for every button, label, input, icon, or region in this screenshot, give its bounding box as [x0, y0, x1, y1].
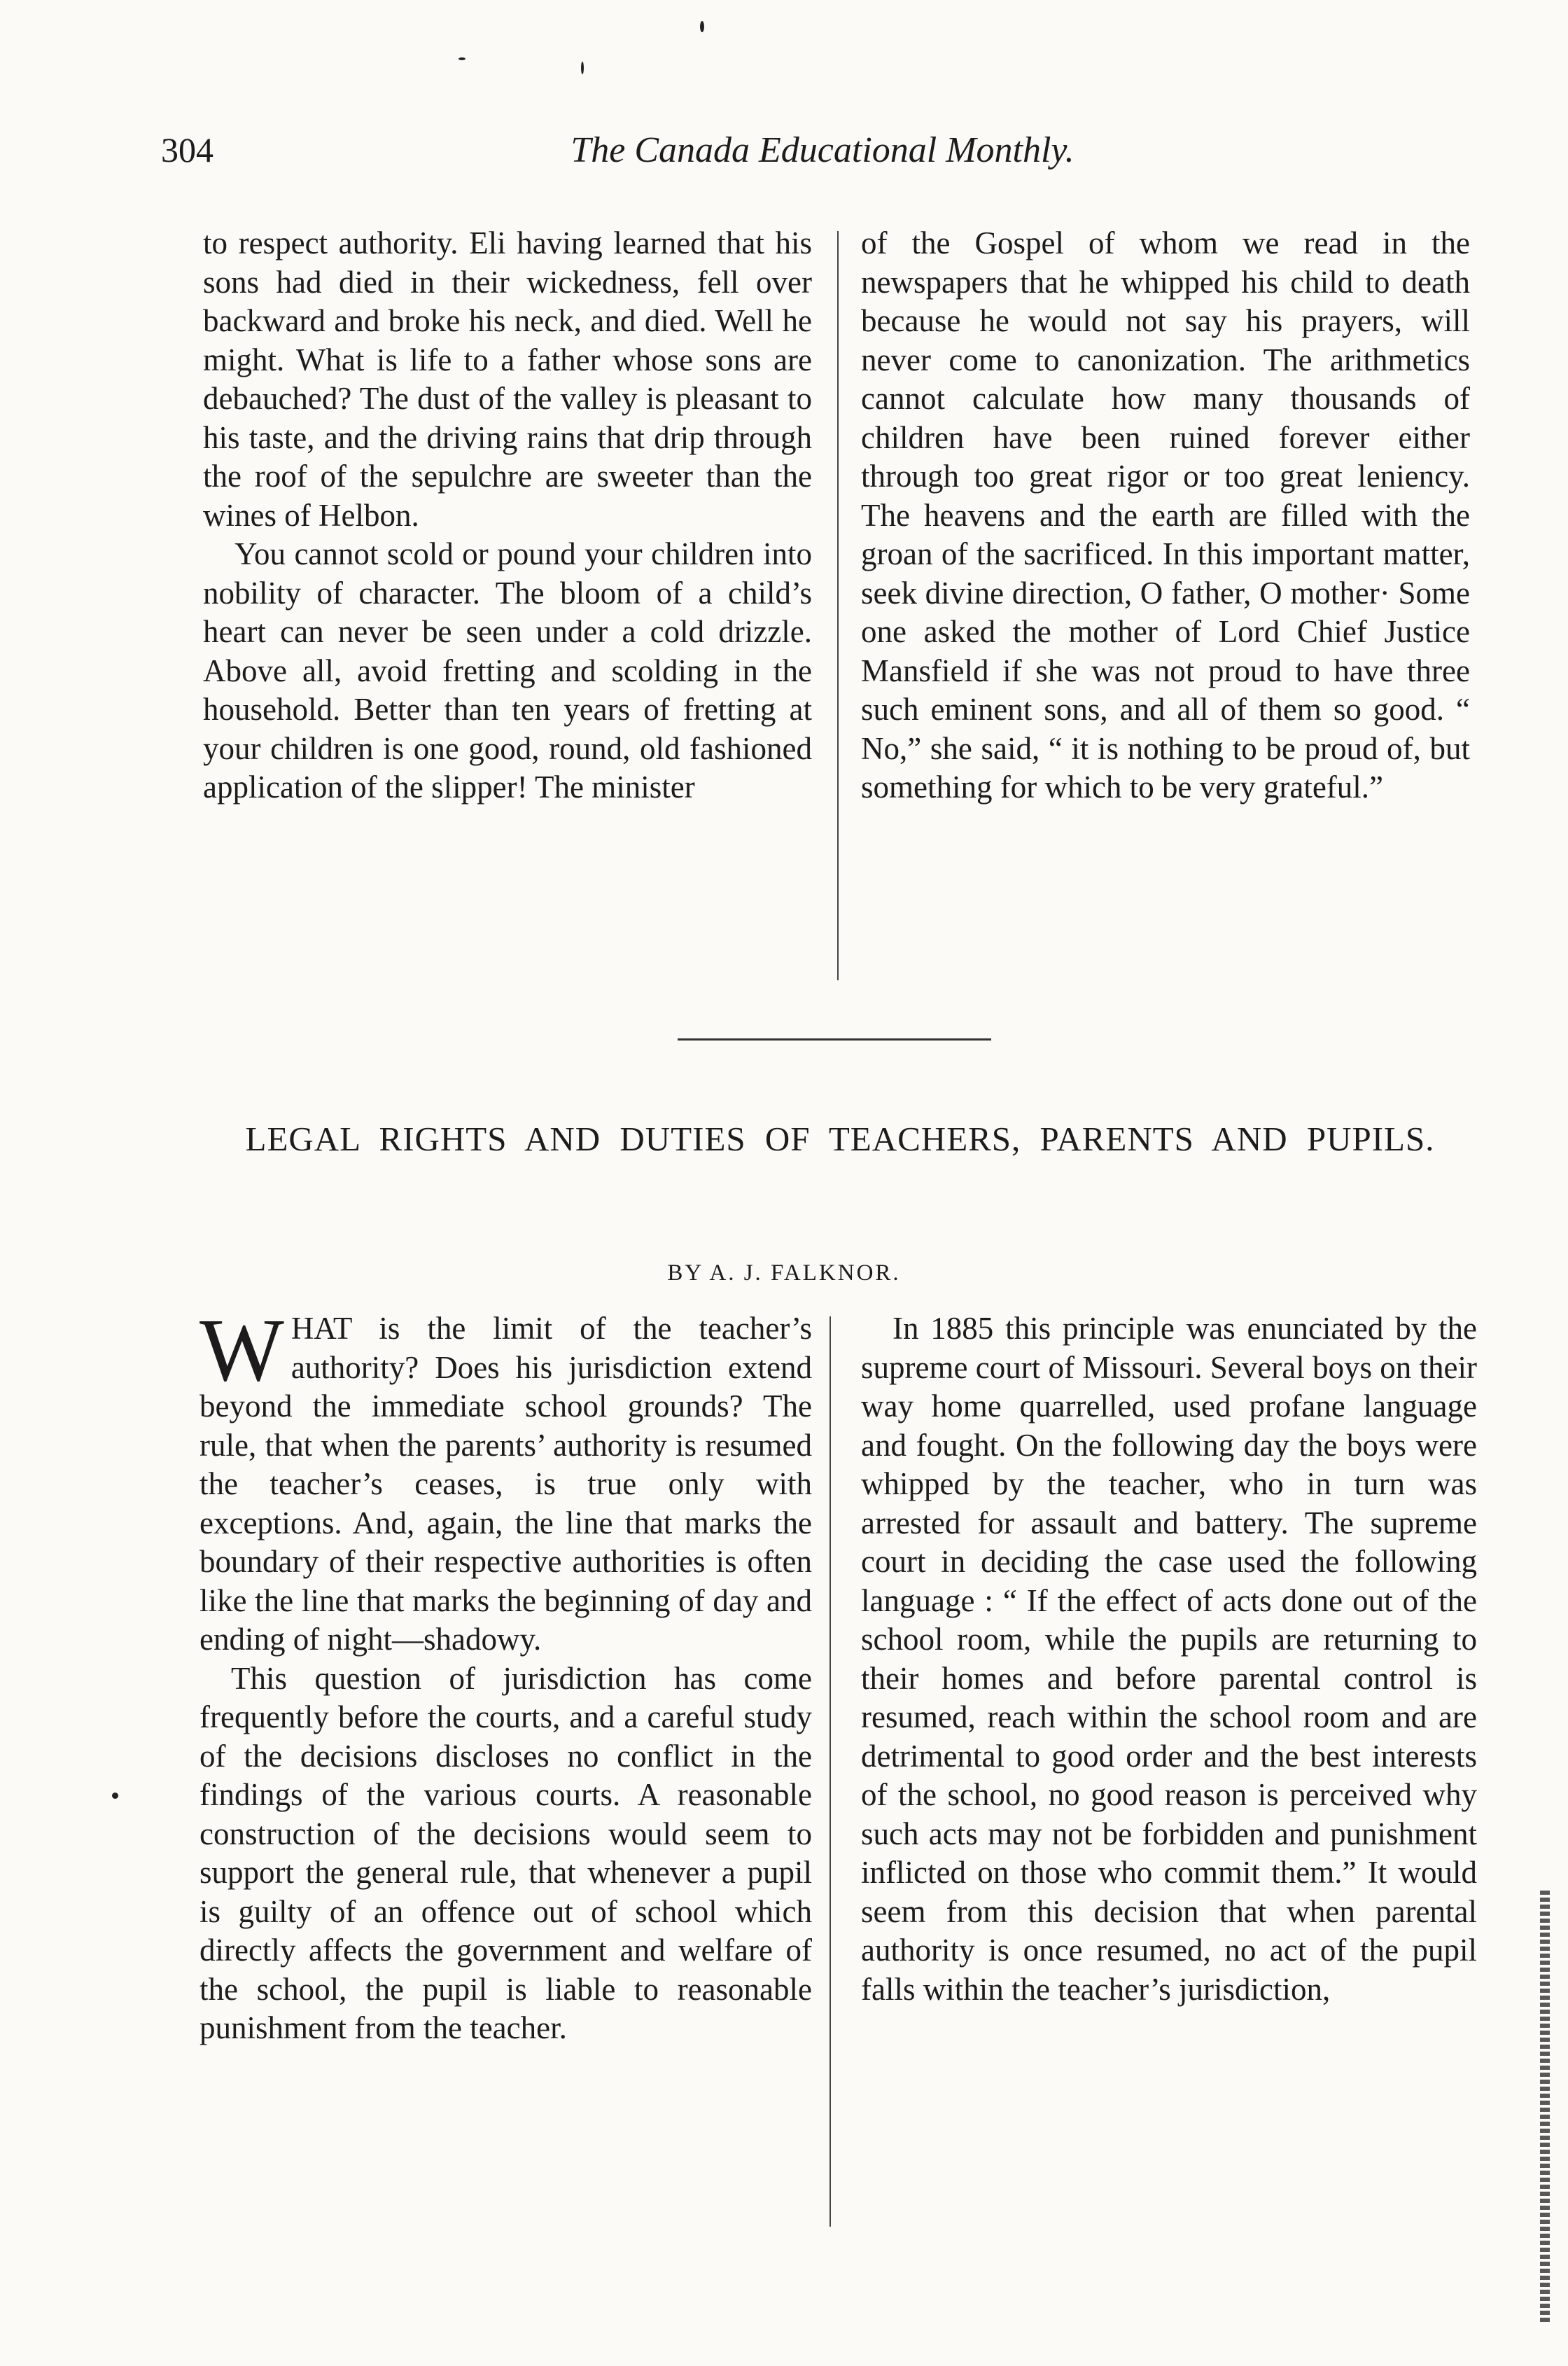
page-header [161, 130, 1484, 179]
column-divider [830, 1316, 831, 2227]
scan-speck [700, 21, 704, 32]
paragraph: You cannot scold or pound your children into nobility of character. The bloom of a child’s heart can never be seen under a cold drizzle. Above all, avoid fretting and scolding in the household. Better than ten years of fretting at your children is one good, round, old fashioned application of the slipper! The minister [203, 536, 812, 805]
top-right-column [861, 224, 1470, 807]
column-divider [837, 231, 839, 980]
section-divider [678, 1038, 991, 1041]
paragraph: to respect authority. Eli having learned that his sons had died in their wickedness, fell over backward and broke his neck, and died. Well he might. What is life to a father whose sons are debauched? The dust of the valley is pleasant to his taste, and the driving rains that drip through the roof of the sepulchre are sweeter than the wines of Helbon. [203, 225, 812, 533]
paragraph: In 1885 this principle was enunciated by the supreme court of Missouri. Several boys on their way home quarrelled, used profane language and fought. On the following day the boys were whipped by the teacher, who in turn was arrested for assault and battery. The supreme court in deciding the case used the following language : “ If the effect of acts done out of the school room, while the pupils are returning to their homes and before parental control is resumed, reach within the school room and are detrimental to good order and the best interests of the school, no good reason is perceived why such acts may not be forbidden and punishment inflicted on those who commit them.” It would seem from this decision that when parental authority is once resumed, no act of the pupil falls within the teacher’s jurisdiction, [861, 1311, 1477, 2007]
paragraph: This question of jurisdiction has come frequently before the courts, and a careful study of the decisions discloses no conflict in the findings of the various courts. A reasonable construction of the decisions would seem to support the general rule, that whenever a pupil is guilty of an offence out of school which directly affects the government and welfare of the school, the pupil is liable to reasonable punishment from the teacher. [200, 1660, 812, 2045]
article-left-column [200, 1300, 812, 2048]
scan-speck [581, 62, 584, 74]
article-right-column [861, 1309, 1477, 2009]
paragraph: of the Gospel of whom we read in the newspapers that he whipped his child to death because he would not say his prayers, will never come to canonization. The arithmetics cannot calculate how many thousands of children have been ruined forever either through too great rigor or too great leniency. The heavens and the earth are filled with the groan of the sacrificed. In this important matter, seek divine direction, O father, O mother· Some one asked the mother of Lord Chief Justice Mansfield if she was not proud to have three such eminent sons, and all of them so good. “ No,” she said, “ it is nothing to be proud of, but something for which to be very grateful.” [861, 225, 1470, 805]
drop-cap: W [200, 1300, 284, 1400]
article-title: LEGAL RIGHTS AND DUTIES OF TEACHERS, PARENTS AND PUPILS. [245, 1120, 1435, 1158]
article-byline: BY A. J. FALKNOR. [667, 1260, 901, 1286]
scan-speck [112, 1793, 118, 1799]
running-title: The Canada Educational Monthly. [570, 130, 1074, 170]
scan-speck [458, 57, 465, 60]
page-number: 304 [161, 130, 214, 169]
scan-edge-artifact [1540, 1891, 1550, 2325]
top-left-column [203, 224, 812, 807]
paragraph [200, 1300, 812, 1659]
paragraph-text: HAT is the limit of the teacher’s authority? Does his jurisdiction extend beyond the immediate school grounds? The rule, that when the parents’ authority is resumed the teacher’s ceases, is true only with exceptions. And, again, the line that marks the boundary of their respective authorities is often like the line that marks the beginning of day and ending of night—shadowy. [200, 1311, 812, 1657]
